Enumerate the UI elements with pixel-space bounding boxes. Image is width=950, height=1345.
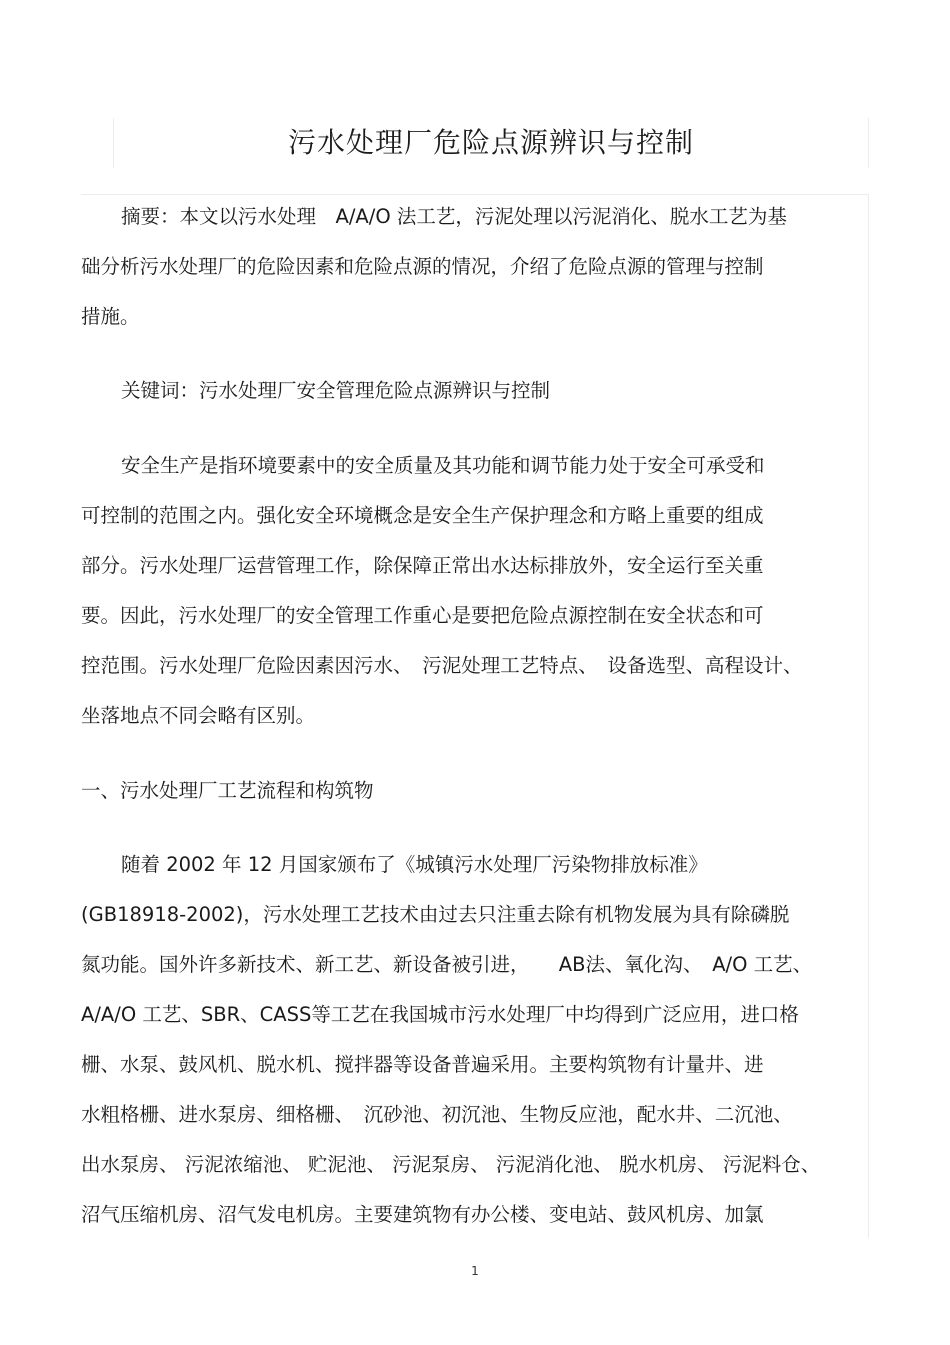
section-line: 出水泵房、 污泥浓缩池、 贮泥池、 污泥泵房、 污泥消化池、 脱水机房、 污泥料仓、 xyxy=(81,1153,821,1176)
section-line: 氮功能。国外许多新技术、新工艺、新设备被引进， AB法、氧化沟、 A/O 工艺、 xyxy=(81,953,813,976)
intro-line: 部分。污水处理厂运营管理工作，除保障正常出水达标排放外，安全运行至关重 xyxy=(81,554,764,577)
document-body xyxy=(81,0,871,1345)
intro-line: 坐落地点不同会略有区别。 xyxy=(81,704,316,727)
section-heading: 一、污水处理厂工艺流程和构筑物 xyxy=(81,779,374,802)
keywords-line: 关键词：污水处理厂安全管理危险点源辨识与控制 xyxy=(121,379,551,402)
section-line: 沼气压缩机房、沼气发电机房。主要建筑物有办公楼、变电站、鼓风机房、加氯 xyxy=(81,1203,764,1226)
section-line: 栅、水泵、鼓风机、脱水机、搅拌器等设备普遍采用。主要构筑物有计量井、进 xyxy=(81,1053,764,1076)
section-line: A/A/O 工艺、SBR、CASS等工艺在我国城市污水处理厂中均得到广泛应用，进口格 xyxy=(81,1003,799,1026)
section-line: 随着 2002 年 12 月国家颁布了《城镇污水处理厂污染物排放标准》 xyxy=(121,853,708,876)
abstract-line: 措施。 xyxy=(81,305,140,328)
section-line: (GB18918-2002)，污水处理工艺技术由过去只注重去除有机物发展为具有除磷脱 xyxy=(81,903,790,926)
intro-line: 要。因此，污水处理厂的安全管理工作重心是要把危险点源控制在安全状态和可 xyxy=(81,604,764,627)
page-number: 1 xyxy=(471,1264,479,1278)
intro-line: 控范围。污水处理厂危险因素因污水、 污泥处理工艺特点、 设备选型、高程设计、 xyxy=(81,654,803,677)
abstract-line: 摘要：本文以污水处理 A/A/O 法工艺，污泥处理以污泥消化、脱水工艺为基 xyxy=(121,205,787,228)
intro-line: 可控制的范围之内。强化安全环境概念是安全生产保护理念和方略上重要的组成 xyxy=(81,504,764,527)
abstract-line: 础分析污水处理厂的危险因素和危险点源的情况，介绍了危险点源的管理与控制 xyxy=(81,255,764,278)
intro-line: 安全生产是指环境要素中的安全质量及其功能和调节能力处于安全可承受和 xyxy=(121,454,765,477)
section-line: 水粗格栅、进水泵房、细格栅、 沉砂池、初沉池、生物反应池，配水井、二沉池、 xyxy=(81,1103,793,1126)
document-title: 污水处理厂危险点源辨识与控制 xyxy=(287,126,694,159)
